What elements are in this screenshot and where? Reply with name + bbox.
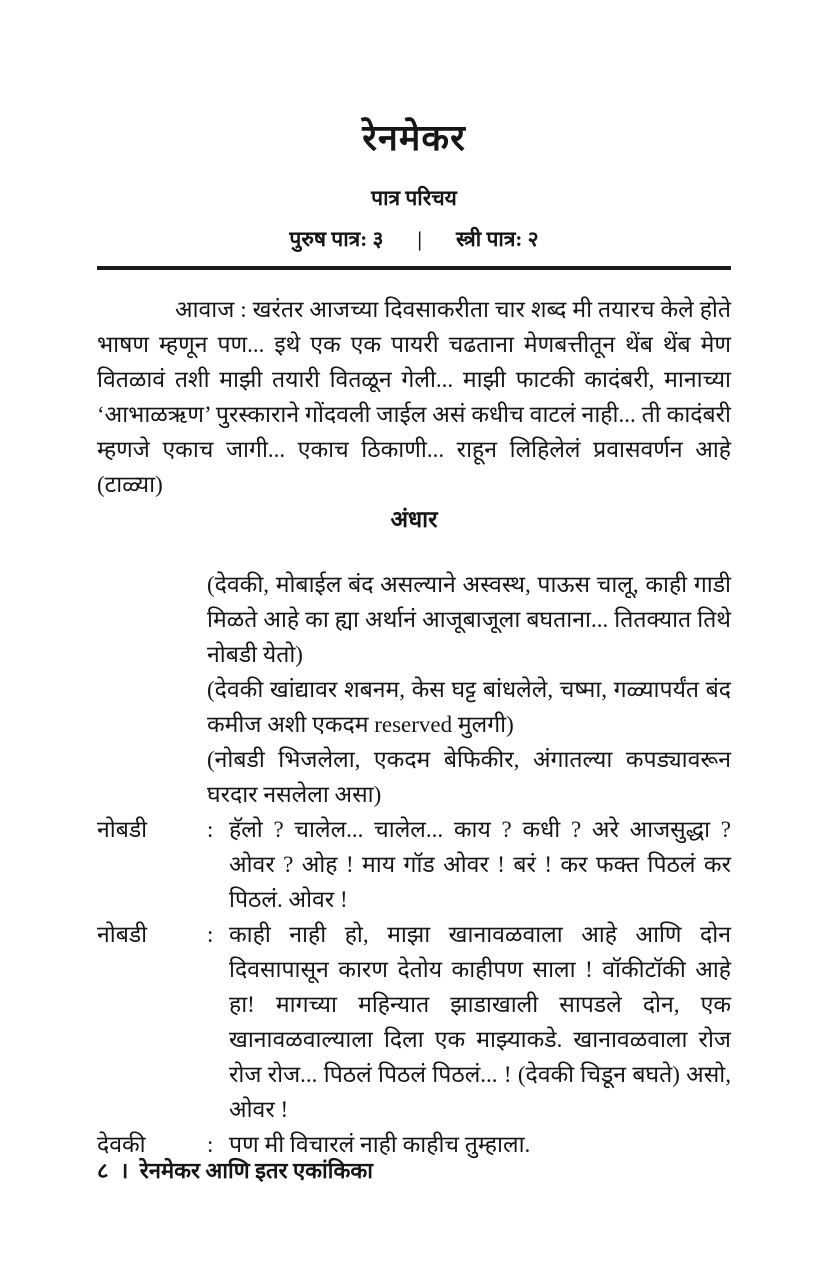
dialogue-colon: : — [207, 817, 214, 842]
male-cast-count: पुरुष पात्र: ३ — [289, 227, 384, 251]
section-subtitle: पात्र परिचय — [371, 186, 457, 210]
female-cast-count: स्त्री पात्र: २ — [456, 227, 539, 251]
stage-directions-block — [207, 567, 731, 812]
page-title: रेनमेकर — [362, 118, 466, 158]
footer-separator: । — [119, 1158, 129, 1183]
stage-direction: (देवकी, मोबाईल बंद असल्याने अस्वस्थ, पाऊस चालू, काही गाडी मिळते आहे का ह्या अर्थानं आजूबाजूला बघताना... तितक्यात तिथे नोबडी येतो) — [207, 572, 731, 667]
scene-heading: अंधार — [390, 507, 438, 532]
divider-rule — [97, 266, 731, 270]
dialogue-colon: : — [207, 1132, 214, 1157]
dialogue-text: पण मी विचारलं नाही काहीच तुम्हाला. — [229, 1132, 531, 1157]
dialogue-text: हॅलो ? चालेल... चालेल... काय ? कधी ? अरे आजसुद्धा ? ओवर ? ओह ! माय गॉड ओवर ! बरं ! कर फक्त पिठलं कर पिठलं. ओवर ! — [229, 817, 731, 912]
stage-direction: (नोबडी भिजलेला, एकदम बेफिकीर, अंगातल्या कपड्यावरून घरदार नसलेला असा) — [207, 747, 731, 807]
footer-page-number: ८ — [97, 1158, 109, 1183]
cast-info — [97, 224, 731, 254]
cast-separator: | — [417, 227, 423, 251]
speaker-name: देवकी — [97, 1132, 146, 1157]
dialogue-row — [97, 917, 731, 1127]
intro-paragraph: आवाज : खरंतर आजच्या दिवसाकरीता चार शब्द मी तयारच केले होते भाषण म्हणून पण... इथे एक एक पायरी चढताना मेणबत्तीतून थेंब थेंब मेण वितळावं तशी माझी तयारी वितळून गेली... माझी फाटकी कादंबरी, मानाच्या ‘आभाळऋण’ पुरस्काराने गोंदवली जाईल असं कधीच वाटलं नाही... ती कादंबरी म्हणजे एकाच जागी... एकाच ठिकाणी... राहून लिहिलेलं प्रवासवर्णन आहे (टाळ्या) — [97, 297, 731, 497]
dialogue-row — [97, 812, 731, 917]
dialogue-colon: : — [207, 922, 214, 947]
speaker-name: नोबडी — [97, 922, 148, 947]
dialogue-text: काही नाही हो, माझा खानावळवाला आहे आणि दोन दिवसापासून कारण देतोय काहीपण साला ! वॉकीटॉकी आहे हा! मागच्या महिन्यात झाडाखाली सापडले दोन, एक खानावळवाल्याला दिला एक माझ्याकडे. खानावळवाला रोज रोज रोज... पिठलं पिठलं पिठलं... ! (देवकी चिडून बघते) असो, ओवर ! — [229, 922, 731, 1122]
stage-direction: (देवकी खांद्यावर शबनम, केस घट्ट बांधलेले, चष्मा, गळ्यापर्यंत बंद कमीज अशी एकदम reserved मुलगी) — [207, 677, 731, 737]
page-footer — [97, 1156, 379, 1186]
page-content — [97, 0, 731, 1162]
speaker-name: नोबडी — [97, 817, 148, 842]
footer-book-title: रेनमेकर आणि इतर एकांकिका — [139, 1158, 373, 1183]
dialogues-block — [97, 812, 731, 1162]
